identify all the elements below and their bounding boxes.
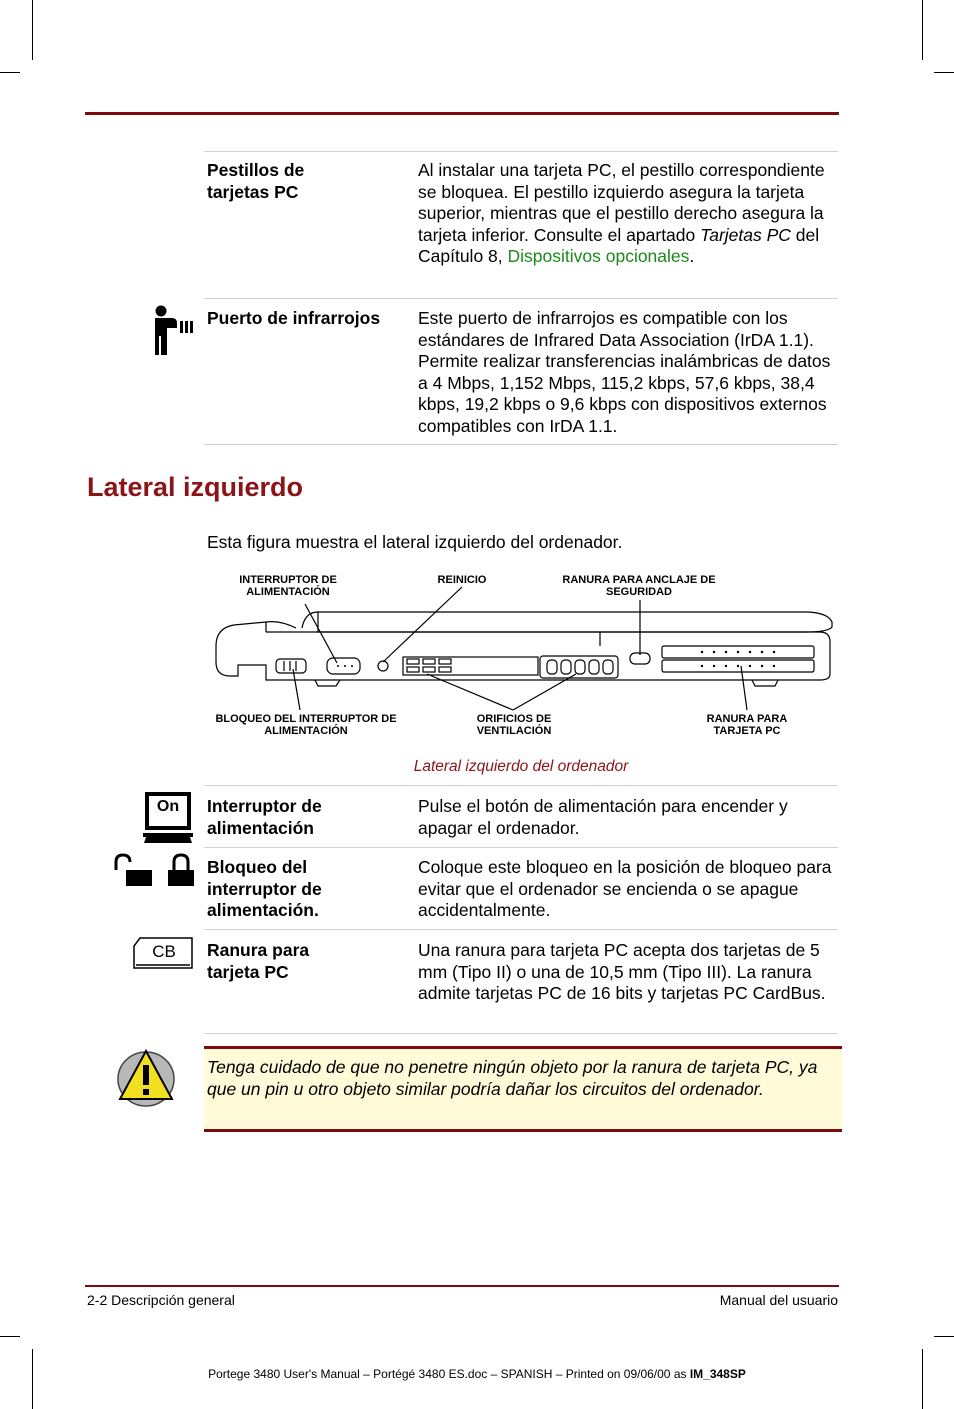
table-divider	[204, 785, 838, 786]
footer-right: Manual del usuario	[719, 1292, 838, 1308]
footer-left: 2-2 Descripción general	[87, 1292, 235, 1308]
label-pc-card-slot: RANURA PARA TARJETA PC	[706, 713, 788, 737]
label-security-slot: RANURA PARA ANCLAJE DE SEGURIDAD	[562, 574, 716, 598]
table-divider	[204, 298, 838, 299]
crop-mark	[0, 72, 20, 73]
cardbus-label: CB	[152, 942, 176, 961]
table-divider	[204, 444, 838, 445]
power-on-computer-icon	[142, 790, 194, 846]
crop-mark	[0, 1336, 20, 1337]
footer-rule	[85, 1285, 839, 1287]
desc-power-switch: Pulse el botón de alimentación para encender y apagar el ordenador.	[418, 796, 788, 838]
intro-text: Esta figura muestra el lateral izquierdo del ordenador.	[207, 532, 623, 552]
label-vents: ORIFICIOS DE VENTILACIÓN	[476, 713, 552, 737]
section-heading: Lateral izquierdo	[87, 472, 304, 502]
label-power-lock: BLOQUEO DEL INTERRUPTOR DE ALIMENTACIÓN	[215, 713, 397, 737]
table-divider	[204, 1033, 838, 1034]
lock-unlock-icon	[112, 852, 196, 888]
header-rule	[85, 112, 839, 115]
crop-mark	[934, 72, 954, 73]
crop-mark	[934, 1336, 954, 1337]
print-line: Portege 3480 User's Manual – Portégé 3480 ES.doc – SPANISH – Printed on 09/06/00 as IM_348SP	[208, 1367, 746, 1381]
desc-pc-card-latches: Al instalar una tarjeta PC, el pestillo correspondiente se bloquea. El pestillo izquierdo asegura la tarjeta superior, mientras que el pestillo derecho asegura la tarjeta inferior. Consulte el apartado Tarjetas PC del Capítulo 8, Dispositivos opcionales.	[418, 160, 825, 266]
infrared-person-icon	[150, 304, 196, 358]
label-power-switch: INTERRUPTOR DE ALIMENTACIÓN	[239, 574, 337, 598]
crop-mark	[922, 0, 923, 60]
laptop-side-drawing	[200, 570, 850, 750]
term-infrared-port: Puerto de infrarrojos	[207, 308, 381, 328]
caution-box	[204, 1046, 842, 1132]
figure-caption: Lateral izquierdo del ordenador	[413, 758, 629, 775]
table-divider	[204, 929, 838, 930]
desc-pc-card-slot: Una ranura para tarjeta PC acepta dos tarjetas de 5 mm (Tipo II) o una de 10,5 mm (Tipo III). La ranura admite tarjetas PC de 16 bits y tarjetas PC CardBus.	[418, 940, 826, 1003]
table-divider	[204, 847, 838, 848]
label-reset: REINICIO	[437, 574, 487, 586]
table-divider	[204, 151, 838, 152]
warning-icon	[114, 1047, 178, 1109]
power-on-label: On	[156, 798, 180, 815]
figure-left-side	[200, 570, 850, 750]
term-power-switch: Interruptor de alimentación	[207, 796, 322, 838]
caution-text: Tenga cuidado de que no penetre ningún objeto por la ranura de tarjeta PC, ya que un pin u otro objeto similar podría dañar los circuitos del ordenador.	[207, 1057, 818, 1099]
term-pc-card-latches: Pestillos de tarjetas PC	[207, 160, 305, 202]
desc-power-lock: Coloque este bloqueo en la posición de bloqueo para evitar que el ordenador se encienda o se apague accidentalmente.	[418, 857, 832, 920]
optional-devices-link[interactable]: Dispositivos opcionales	[507, 246, 690, 266]
desc-infrared-port: Este puerto de infrarrojos es compatible con los estándares de Infrared Data Association (IrDA 1.1). Permite realizar transferencias inalámbricas de datos a 4 Mbps, 1,152 Mbps, 115,2 kbps, 57,6 kbps, 38,4 kbps, 19,2 kbps o 9,6 kbps con dispositivos externos compatibles con IrDA 1.1.	[418, 308, 831, 436]
crop-mark	[32, 0, 33, 60]
cardbus-icon	[132, 936, 194, 970]
term-power-lock: Bloqueo del interruptor de alimentación.	[207, 857, 322, 920]
term-pc-card-slot: Ranura para tarjeta PC	[207, 940, 310, 982]
